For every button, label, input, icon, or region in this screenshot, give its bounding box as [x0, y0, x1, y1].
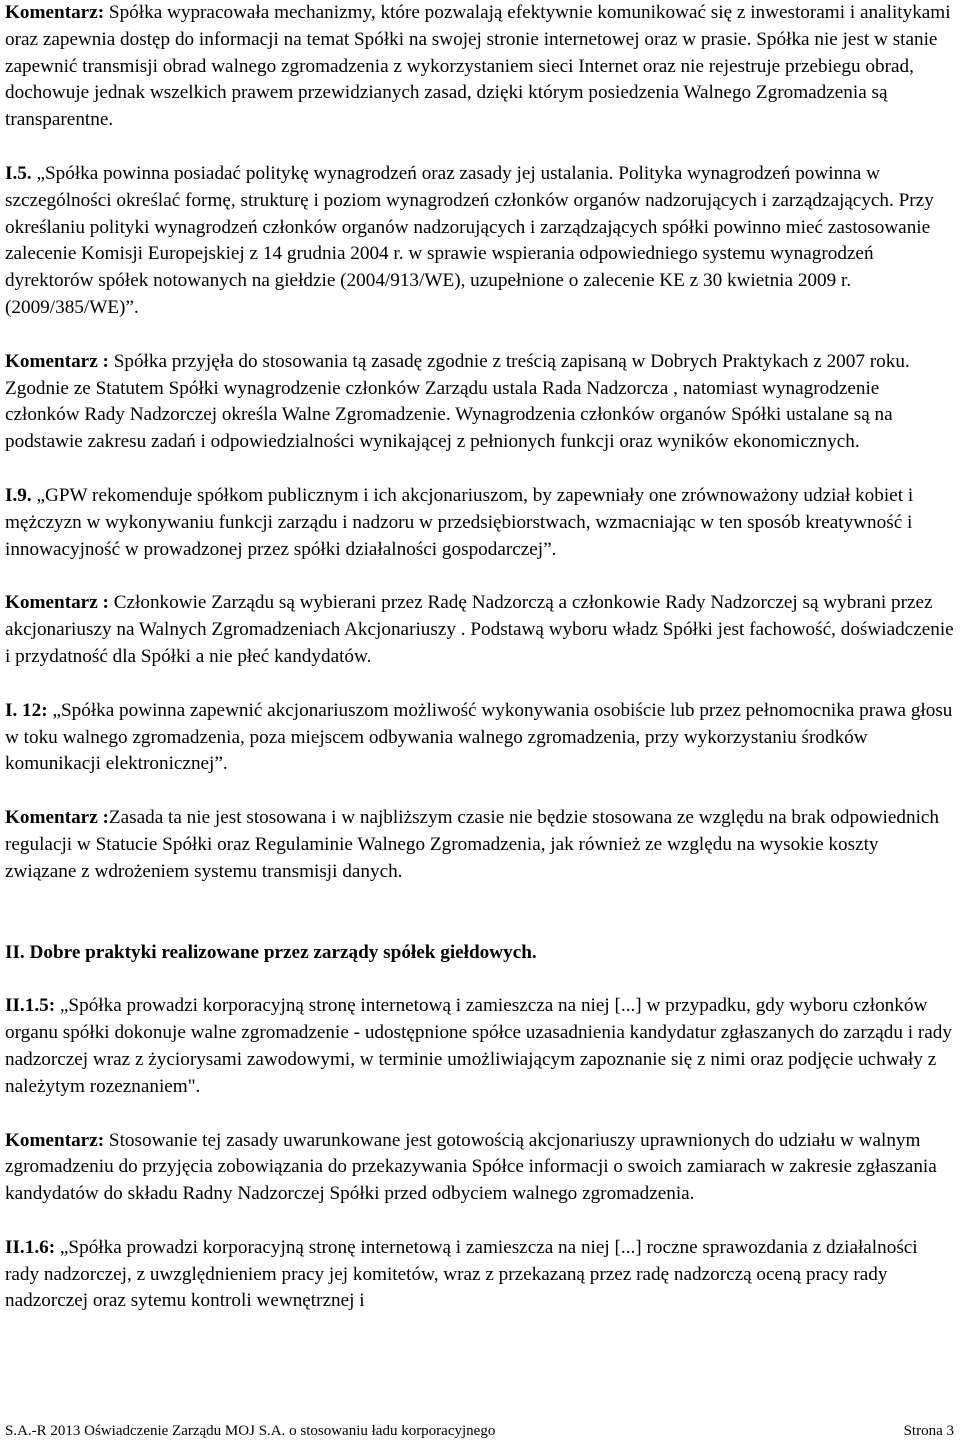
paragraph-text: „Spółka prowadzi korporacyjną stronę internetową i zamieszcza na niej [...] w przypadku, gdy wyboru członków organu spółki dokonuje walne zgromadzenie - udostępnione spółce uzasadnienia kandydatur zgłaszanych do zarządu i rady nadzorczej wraz z życiorysami zawodowymi, w terminie umożliwiającym zapoznanie się z nimi oraz podjęcie uchwały z należytym rozeznaniem".: [5, 995, 952, 1097]
paragraph-text: Zasada ta nie jest stosowana i w najbliższym czasie nie będzie stosowana ze względu na brak odpowiednich regulacji w Statucie Spółki oraz Regulaminie Walnego Zgromadzenia, jak również ze względu na wysokie koszty związane z wdrożeniem systemu transmisji danych.: [5, 807, 940, 882]
paragraph-label: Komentarz :: [5, 807, 109, 829]
paragraph-text: Stosowanie tej zasady uwarunkowane jest gotowością akcjonariuszy uprawnionych do udziału w walnym zgromadzeniu do przyjęcia zobowiązania do przekazywania Spółce informacji o swoich zamiarach w zakresie zgłaszania kandydatów do składu Radny Nadzorczej Spółki przed odbyciem walnego zgromadzenia.: [5, 1129, 937, 1205]
paragraph-label: Komentarz :: [5, 350, 109, 372]
footer-document-title: S.A.-R 2013 Oświadczenie Zarządu MOJ S.A. o stosowaniu ładu korporacyjnego: [5, 1423, 496, 1439]
paragraph-text: „Spółka powinna zapewnić akcjonariuszom możliwość wykonywania osobiście lub przez pełnomocnika prawa głosu w toku walnego zgromadzenia, poza miejscem odbywania walnego zgromadzenia, przy wykorzystaniu środków komunikacji elektronicznej”.: [5, 699, 953, 775]
spacer: [5, 671, 954, 698]
paragraph-text: „GPW rekomenduje spółkom publicznym i ich akcjonariuszom, by zapewniały one zrównoważony udział kobiet i mężczyzn w wykonywaniu funkcji zarządu i nadzoru w przedsiębiorstwach, wzmacniając w ten sposób kreatywność i innowacyjność w prowadzonej przez spółki działalności gospodarczej”.: [5, 484, 914, 560]
paragraph-ii15: [5, 993, 954, 1100]
spacer: [5, 456, 954, 483]
document-body: [5, 0, 954, 1315]
spacer: [5, 966, 954, 993]
paragraph-label: Komentarz:: [5, 1129, 105, 1151]
spacer: [5, 322, 954, 349]
paragraph-text: Spółka wypracowała mechanizmy, które pozwalają efektywnie komunikować się z inwestorami i analitykami oraz zapewnia dostęp do informacji na temat Spółki na swojej stronie internetowej oraz w prasie. Spółka nie jest w stanie zapewnić transmisji obrad walnego zgromadzenia z wykorzystaniem sieci Internet oraz nie rejestruje przebiegu obrad, dochowuje jednak wszelkich prawem przewidzianych zasad, dzięki którym posiedzenia Walnego Zgromadzenia są transparentne.: [5, 2, 951, 131]
spacer: [5, 134, 954, 161]
paragraph-komentarz-2: [5, 349, 954, 456]
paragraph-komentarz-4: [5, 805, 954, 885]
paragraph-komentarz-5: [5, 1128, 954, 1208]
paragraph-text: Spółka przyjęła do stosowania tą zasadę zgodnie z treścią zapisaną w Dobrych Praktykach z 2007 roku. Zgodnie ze Statutem Spółki wynagrodzenie członków Zarządu ustala Rada Nadzorcza , natomiast wynagrodzenie członków Rady Nadzorczej określa Walne Zgromadzenie. Wynagrodzenia członków organów Spółki ustalane są na podstawie zakresu zadań i odpowiedzialności wynikającej z pełnionych funkcji oraz wyników ekonomicznych.: [5, 350, 910, 453]
paragraph-label: Komentarz :: [5, 592, 109, 614]
paragraph-komentarz-3: [5, 590, 954, 670]
spacer: [5, 778, 954, 805]
page-footer: [5, 1421, 954, 1441]
paragraph-text: Członkowie Zarządu są wybierani przez Radę Nadzorczą a członkowie Rady Nadzorczej są wybrani przez akcjonariuszy na Walnych Zgromadzeniach Akcjonariuszy . Podstawą wyboru władz Spółki jest fachowość, doświadczenie i przydatność dla Spółki a nie płeć kandydatów.: [5, 592, 954, 667]
paragraph-ii16: [5, 1235, 954, 1315]
paragraph-i5: [5, 161, 954, 322]
paragraph-text: „Spółka prowadzi korporacyjną stronę internetową i zamieszcza na niej [...] roczne sprawozdania z działalności rady nadzorczej, z uwzględnieniem pracy jej komitetów, wraz z przekazaną przez radę nadzorczą oceną pracy rady nadzorczej oraz sytemu kontroli wewnętrznej i: [5, 1236, 918, 1312]
spacer: [5, 1101, 954, 1128]
paragraph-label: II.1.6:: [5, 1236, 56, 1258]
section-heading: II. Dobre praktyki realizowane przez zarządy spółek giełdowych.: [5, 941, 537, 963]
paragraph-i12: [5, 698, 954, 778]
paragraph-label: I. 12:: [5, 699, 48, 721]
spacer: [5, 886, 954, 940]
paragraph-label: Komentarz:: [5, 2, 105, 23]
spacer: [5, 563, 954, 590]
paragraph-label: II.1.5:: [5, 995, 56, 1017]
paragraph-label: I.5.: [5, 162, 32, 184]
paragraph-i9: [5, 483, 954, 563]
paragraph-label: I.9.: [5, 484, 32, 506]
paragraph-text: „Spółka powinna posiadać politykę wynagrodzeń oraz zasady jej ustalania. Polityka wynagrodzeń powinna w szczególności określać formę, strukturę i poziom wynagrodzeń członków organów nadzorujących i zarządzających. Przy określaniu polityki wynagrodzeń członków organów nadzorujących i zarządzających spółki powinno mieć zastosowanie zalecenie Komisji Europejskiej z 14 grudnia 2004 r. w sprawie wspierania odpowiedniego systemu wynagrodzeń dyrektorów spółek notowanych na giełdzie (2004/913/WE), uzupełnione o zalecenie KE z 30 kwietnia 2009 r. (2009/385/WE)”.: [5, 162, 934, 318]
footer-page-number: Strona 3: [903, 1423, 954, 1439]
paragraph-komentarz-1: [5, 0, 954, 134]
spacer: [5, 1208, 954, 1235]
